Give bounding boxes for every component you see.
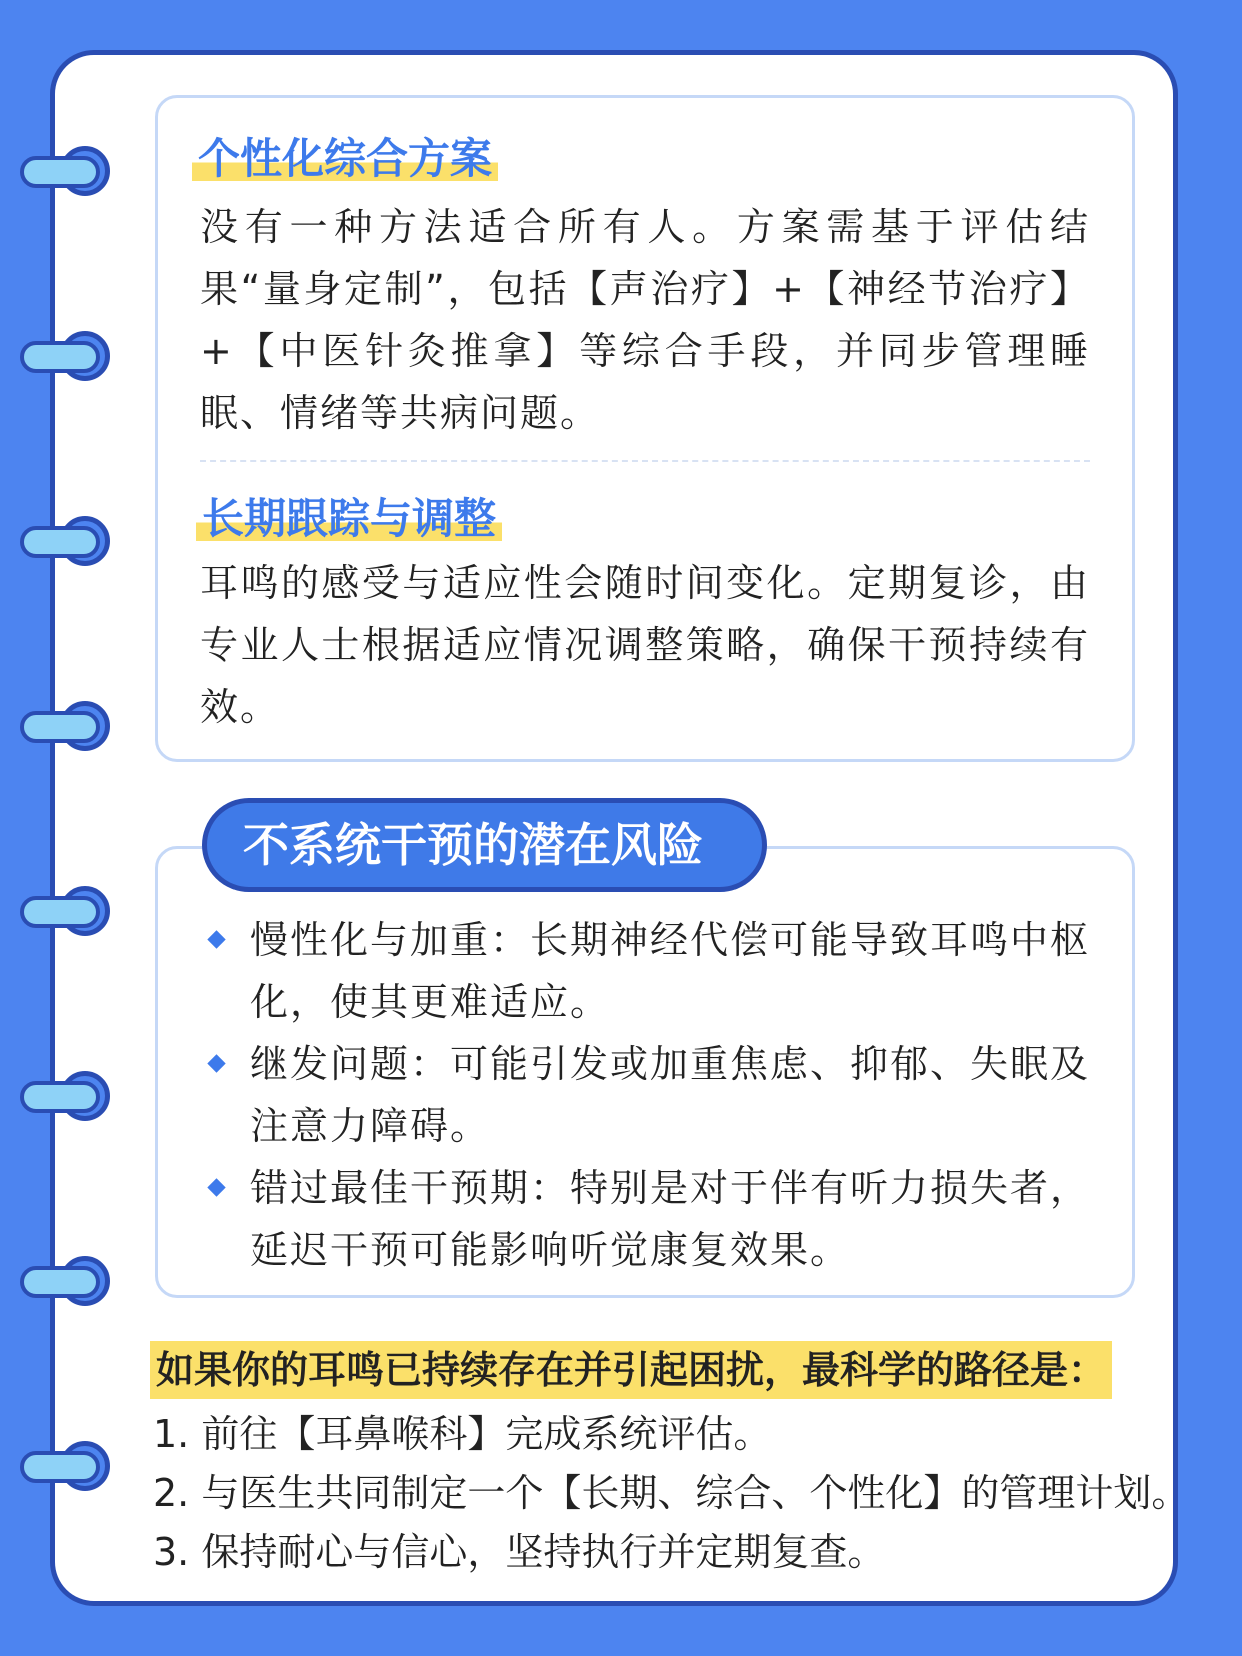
steps-list [153,1405,1189,1582]
binder-ring [20,888,116,936]
step-item: 1. 前往【耳鼻喉科】完成系统评估。 [153,1412,772,1456]
diamond-bullet-icon [207,930,225,948]
binder-ring [20,1443,116,1491]
binder-ring [20,1258,116,1306]
risk-card [155,846,1135,1298]
binder-ring [20,703,116,751]
risk-list [210,909,1090,1281]
binder-ring [20,518,116,566]
risk-item: 错过最佳干预期：特别是对于伴有听力损失者，延迟干预可能影响听觉康复效果。 [210,1157,1090,1281]
section-title-personalized: 个性化综合方案 [192,130,498,188]
dashed-divider [200,460,1090,462]
section-text-personalized: 没有一种方法适合所有人。方案需基于评估结果“量身定制”，包括【声治疗】+【神经节治疗】+【中医针灸推拿】等综合手段，并同步管理睡眠、情绪等共病问题。 [200,205,1090,435]
step-item: 3. 保持耐心与信心，坚持执行并定期复查。 [153,1530,886,1574]
plan-card [155,95,1135,762]
diamond-bullet-icon [207,1178,225,1196]
risk-item: 继发问题：可能引发或加重焦虑、抑郁、失眠及注意力障碍。 [210,1033,1090,1157]
risk-title-badge: 不系统干预的潜在风险 [202,798,767,892]
binder-ring [20,333,116,381]
section-title-tracking: 长期跟踪与调整 [196,490,502,548]
step-item: 2. 与医生共同制定一个【长期、综合、个性化】的管理计划。 [153,1471,1190,1515]
diamond-bullet-icon [207,1054,225,1072]
conclusion-heading: 如果你的耳鸣已持续存在并引起困扰，最科学的路径是： [150,1341,1112,1399]
binder-ring [20,148,116,196]
binder-ring [20,1073,116,1121]
risk-item: 慢性化与加重：长期神经代偿可能导致耳鸣中枢化，使其更难适应。 [210,909,1090,1033]
section-text-tracking: 耳鸣的感受与适应性会随时间变化。定期复诊，由专业人士根据适应情况调整策略，确保干预持续有效。 [200,561,1090,729]
